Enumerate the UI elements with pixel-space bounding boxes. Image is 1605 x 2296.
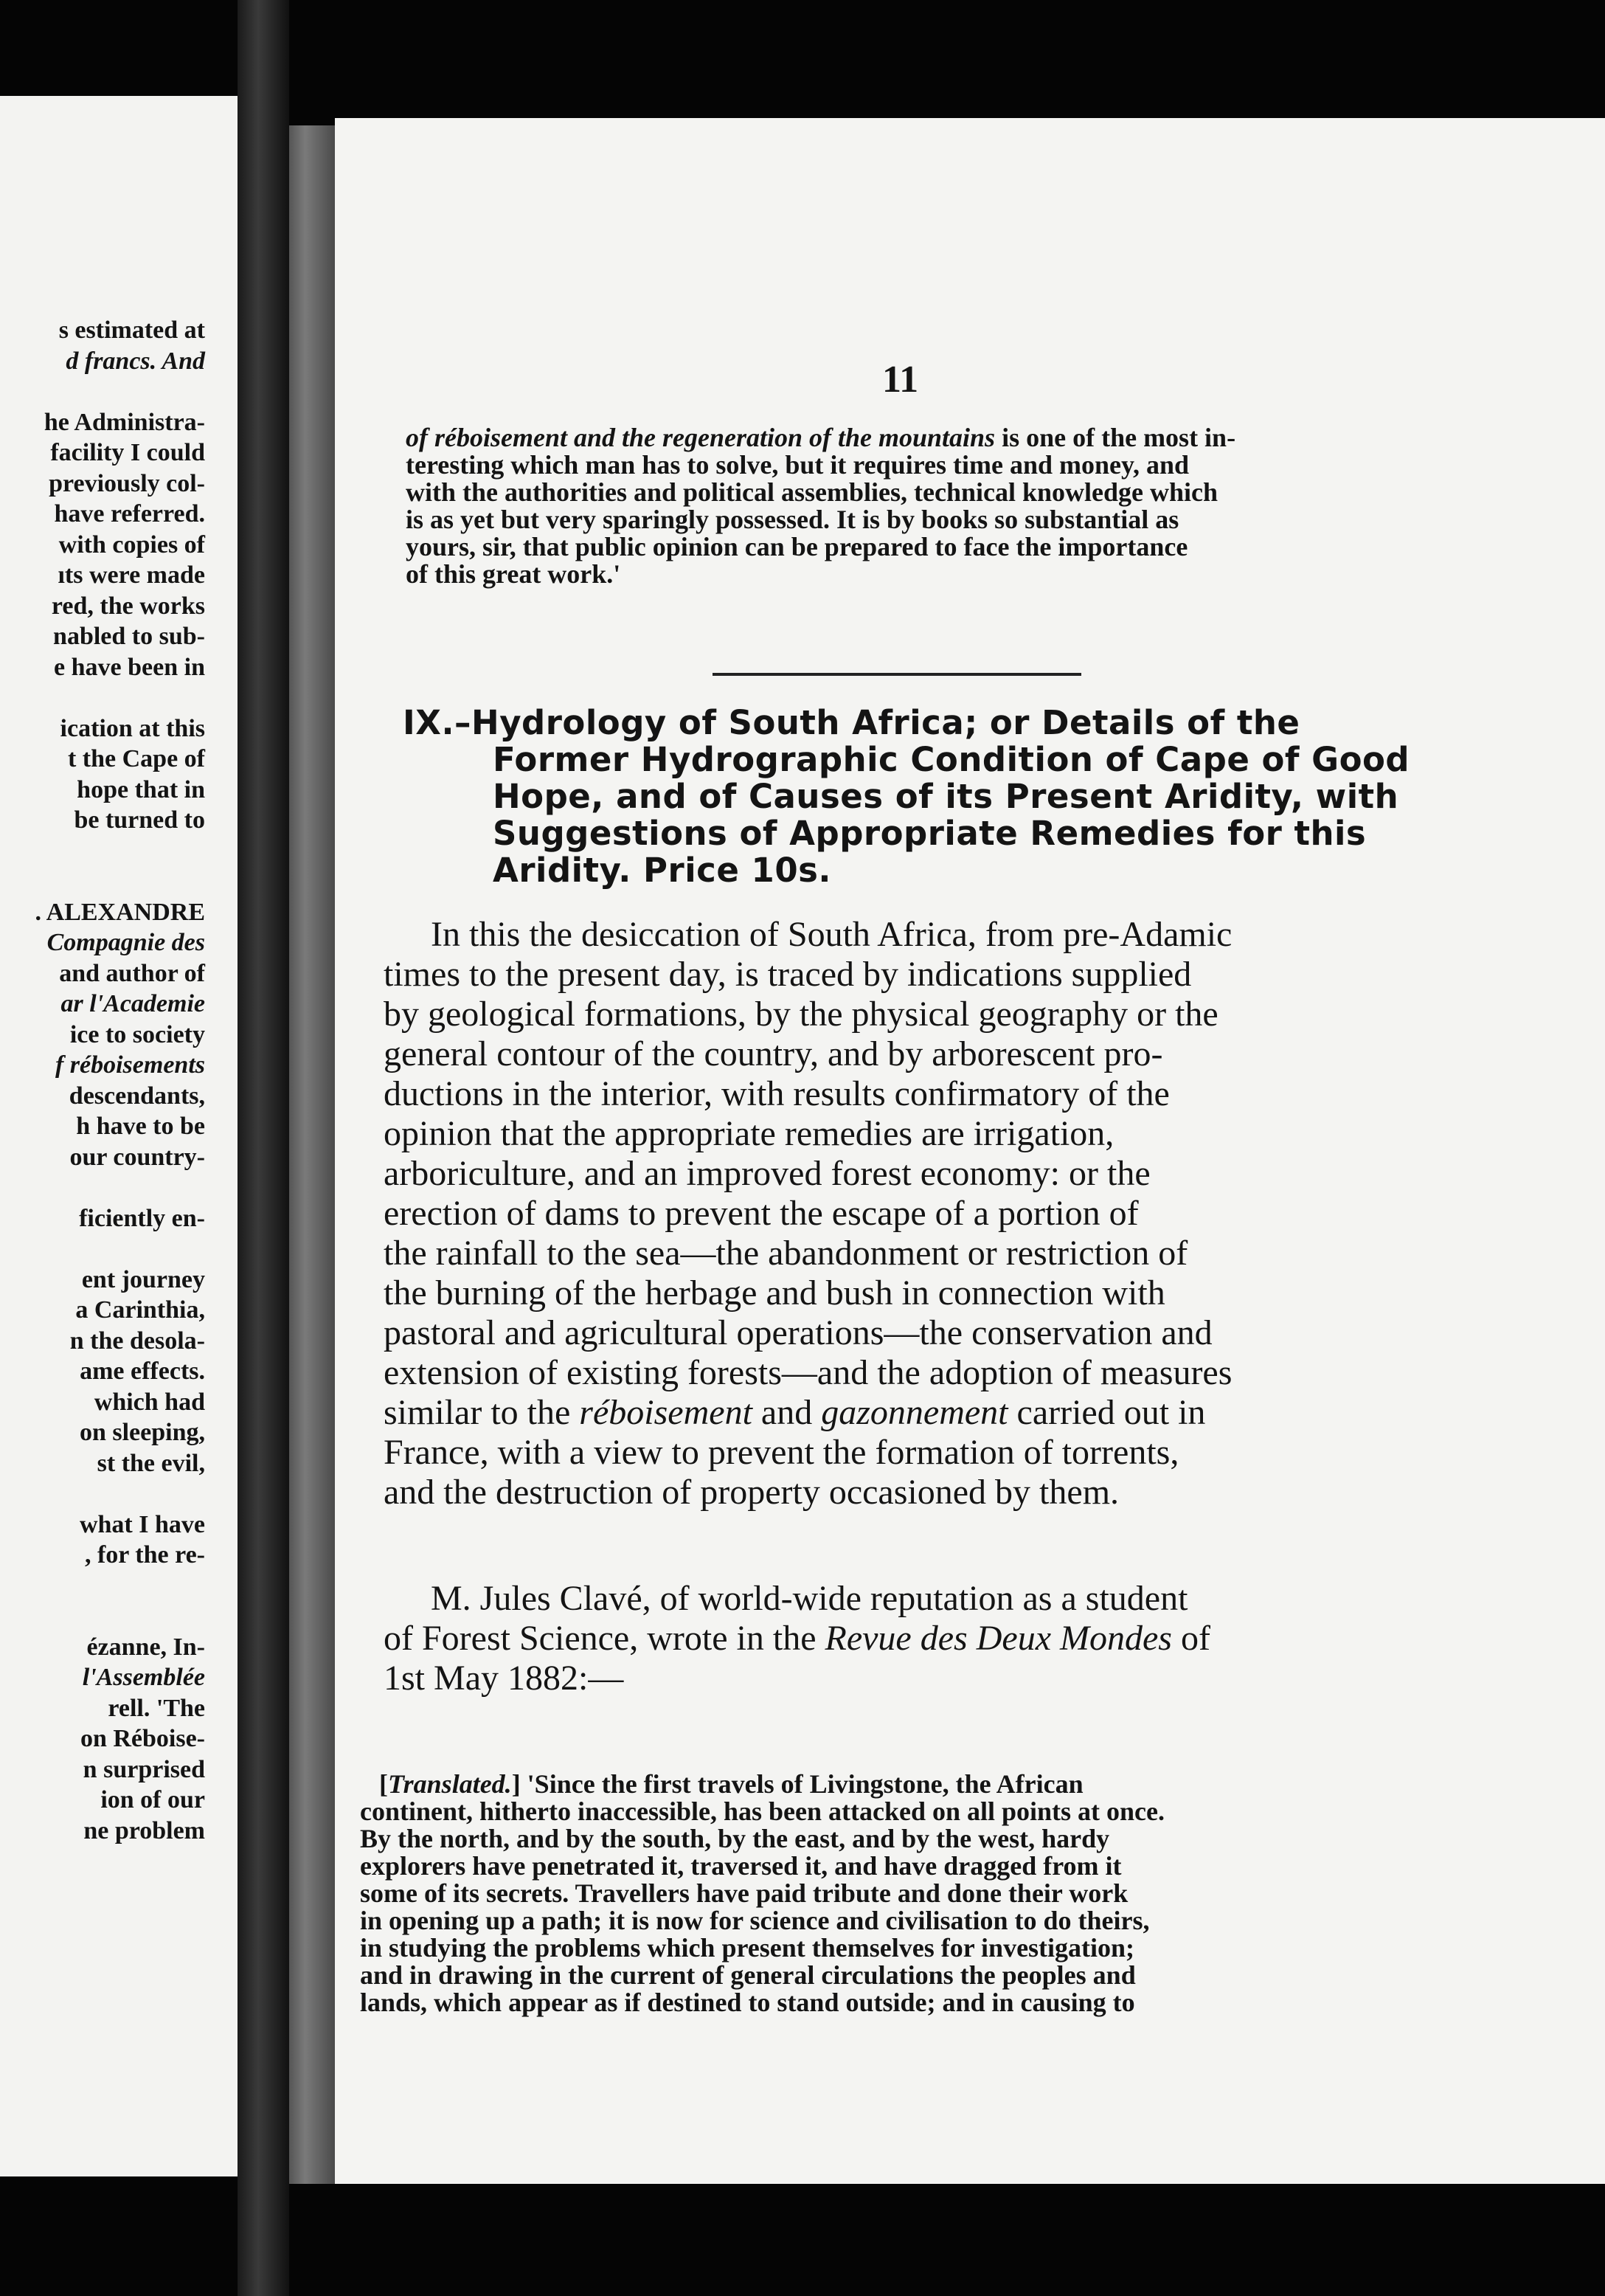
left-page-line: d francs. And <box>66 347 205 375</box>
left-page-line: ent journey <box>81 1265 205 1293</box>
left-page-line: have referred. <box>54 500 205 528</box>
left-page-line: ice to society <box>69 1020 205 1048</box>
quote-top-line: yours, sir, that public opinion can be prepared to face the importance <box>406 532 1188 561</box>
text-line: pastoral and agricultural operations—the conservation and <box>384 1313 1213 1352</box>
left-page-line: ne problem <box>83 1816 205 1844</box>
text-line: opinion that the appropriate remedies are irrigation, <box>384 1114 1115 1153</box>
text-line: by geological formations, by the physical geography or the <box>384 995 1219 1034</box>
section-heading <box>403 703 1410 890</box>
text-line: erection of dams to prevent the escape of a portion of <box>384 1194 1139 1233</box>
text-line: and the destruction of property occasioned by them. <box>384 1473 1120 1512</box>
text-line: and in drawing in the current of general circulations the peoples and <box>360 1960 1136 1990</box>
left-page-line: previously col- <box>49 469 205 497</box>
left-page-line: t the Cape of <box>67 745 205 772</box>
left-page-line: l'Assemblée <box>82 1664 205 1691</box>
text-line: extension of existing forests—and the adoption of measures <box>384 1353 1233 1392</box>
text-line: lands, which appear as if destined to stand outside; and in causing to <box>360 1988 1135 2017</box>
text-line: in studying the problems which present themselves for investigation; <box>360 1933 1135 1963</box>
left-page-line: ion of our <box>100 1786 205 1813</box>
left-page-line: , for the re- <box>84 1541 205 1569</box>
page-number: 11 <box>882 359 919 401</box>
left-page-line: he Administra- <box>44 408 205 436</box>
text-line: France, with a view to prevent the formation of torrents, <box>384 1433 1179 1472</box>
left-page-line: nabled to sub- <box>53 623 205 650</box>
text-line: in opening up a path; it is now for science and civilisation to do theirs, <box>360 1906 1150 1935</box>
text-line: arboriculture, and an improved forest economy: or the <box>384 1154 1151 1193</box>
left-page-line: be turned to <box>74 806 205 834</box>
left-page-line: . ALEXANDRE <box>35 898 205 926</box>
left-page-line: ıts were made <box>58 561 205 589</box>
left-page-line: hope that in <box>77 775 205 803</box>
left-page-line: ar l'Academie <box>60 990 205 1017</box>
text-line: the rainfall to the sea—the abandonment or restriction of <box>384 1234 1188 1273</box>
left-page-line: ame effects. <box>80 1358 205 1385</box>
text-line: times to the present day, is traced by indications supplied <box>384 955 1192 994</box>
quote-top-line: of this great work.' <box>406 559 621 589</box>
left-page-line: n the desola- <box>69 1327 205 1355</box>
heading-line: Suggestions of Appropriate Remedies for this <box>493 814 1367 853</box>
quote-top-roman: is one of the most in- <box>995 423 1236 452</box>
left-page-line: with copies of <box>58 530 205 559</box>
left-page-line: s estimated at <box>58 317 205 344</box>
quote-bottom <box>360 1771 1393 2016</box>
quote-top-italic: of réboisement and the regeneration of the mountains <box>406 423 996 452</box>
left-page-line: a Carinthia, <box>75 1296 205 1324</box>
left-page-line: which had <box>94 1388 205 1416</box>
left-page-line: ication at this <box>60 714 205 742</box>
quote-top-line: is as yet but very sparingly possessed. It is by books so substantial as <box>406 505 1179 534</box>
book-spine <box>289 125 335 2184</box>
left-page-line: red, the works <box>51 592 205 620</box>
text-line: similar to the réboisement and gazonnement carried out in <box>384 1393 1206 1432</box>
quote-top <box>406 424 1387 588</box>
quote-top-line: teresting which man has to solve, but it requires time and money, and <box>406 450 1190 480</box>
heading-line: Hope, and of Causes of its Present Aridity, with <box>493 777 1399 816</box>
left-page-line: on sleeping, <box>79 1419 205 1446</box>
left-page-line: rell. 'The <box>108 1694 205 1722</box>
section-divider <box>713 673 1081 676</box>
left-page-line: ézanne, In- <box>86 1633 205 1661</box>
text-line: general contour of the country, and by arborescent pro- <box>384 1034 1163 1073</box>
left-page-line: st the evil, <box>97 1449 205 1477</box>
left-page-fragment <box>0 96 238 2176</box>
text-line: 1st May 1882:— <box>384 1659 624 1698</box>
left-page-line: e have been in <box>54 653 205 681</box>
heading-line: Former Hydrographic Condition of Cape of Good <box>493 740 1410 779</box>
left-page-line: facility I could <box>50 439 205 466</box>
left-page-line: our country- <box>69 1143 205 1171</box>
text-line: ductions in the interior, with results confirmatory of the <box>384 1074 1170 1113</box>
text-line: M. Jules Clavé, of world-wide reputation as a student <box>431 1579 1188 1618</box>
text-line: [Translated.] 'Since the first travels of Livingstone, the African <box>379 1769 1084 1799</box>
left-page-line: n surprised <box>83 1755 205 1783</box>
quote-top-line <box>406 424 1387 452</box>
text-line: explorers have penetrated it, traversed it, and have dragged from it <box>360 1851 1122 1881</box>
left-page-line: Compagnie des <box>46 929 205 956</box>
heading-line: IX.–Hydrology of South Africa; or Details of the <box>403 703 1300 742</box>
heading-line: Aridity. Price 10s. <box>493 851 832 890</box>
text-line: the burning of the herbage and bush in connection with <box>384 1273 1165 1313</box>
text-line: In this the desiccation of South Africa, from pre-Adamic <box>431 915 1233 954</box>
left-page-line: h have to be <box>76 1113 205 1140</box>
body-paragraph <box>384 915 1387 1512</box>
text-line: some of its secrets. Travellers have paid tribute and done their work <box>360 1878 1129 1908</box>
clave-paragraph <box>384 1579 1387 1698</box>
left-page-line: on Réboise- <box>80 1725 205 1752</box>
left-page-line: and author of <box>59 959 205 987</box>
text-line: of Forest Science, wrote in the Revue des Deux Mondes of <box>384 1619 1210 1658</box>
left-page-line: f réboisements <box>55 1051 205 1079</box>
text-line: By the north, and by the south, by the east, and by the west, hardy <box>360 1824 1110 1853</box>
text-line: continent, hitherto inaccessible, has been attacked on all points at once. <box>360 1797 1165 1826</box>
left-page-line: descendants, <box>69 1082 205 1110</box>
left-page-line: what I have <box>79 1510 205 1538</box>
left-page-line: ficiently en- <box>79 1204 205 1232</box>
quote-top-line: with the authorities and political assemblies, technical knowledge which <box>406 477 1219 507</box>
gutter-shadow <box>238 0 289 2296</box>
